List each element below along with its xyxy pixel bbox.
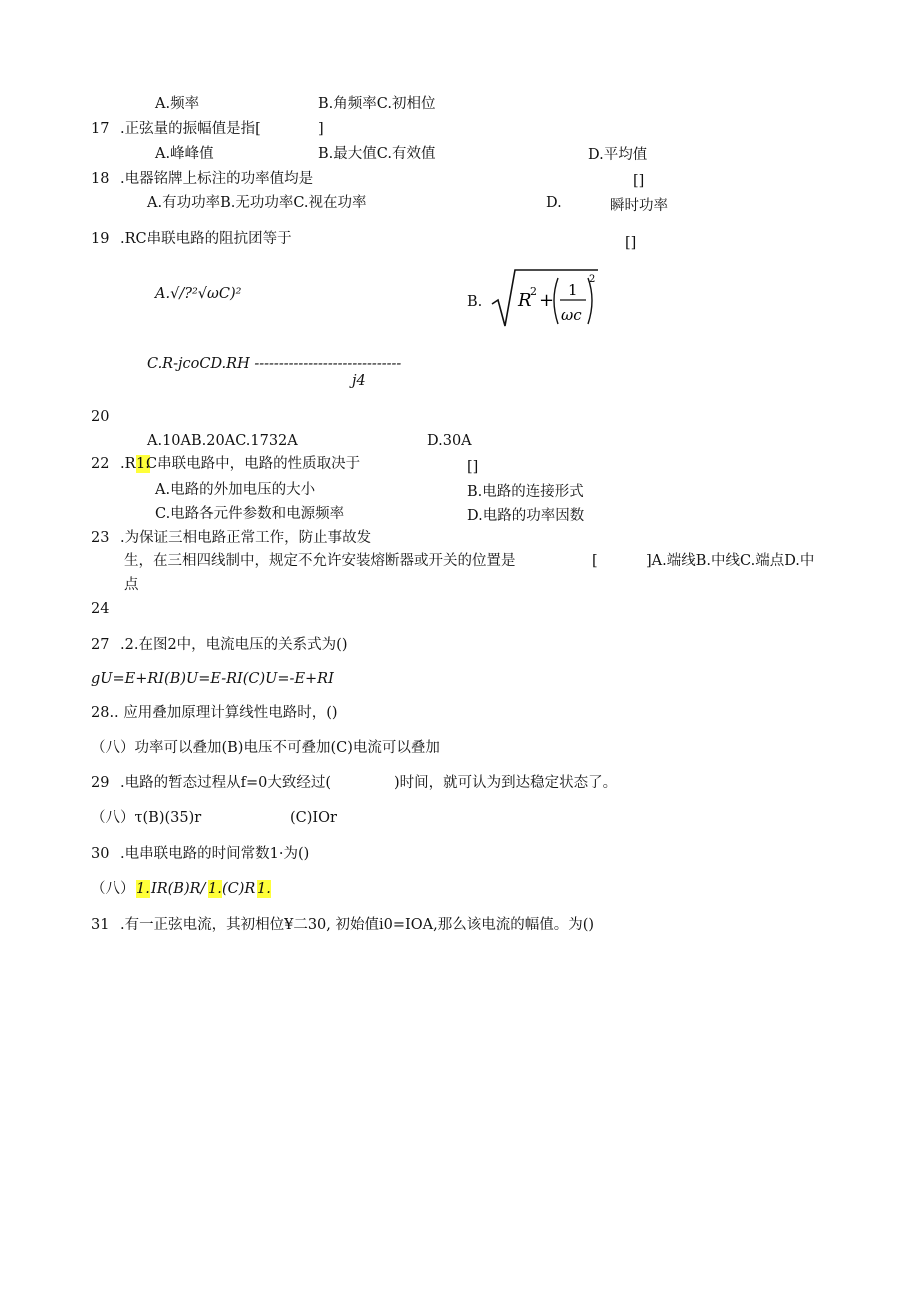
question-22-text: C串联电路中，电路的性质取决于 bbox=[146, 456, 361, 472]
formula-plus: + bbox=[539, 290, 555, 311]
question-23-options-cont: 点 bbox=[124, 577, 139, 593]
option-bc: B.最大值C.有效值 bbox=[318, 146, 436, 162]
option-18-d-label: D. bbox=[546, 195, 562, 211]
question-number-31: 31 bbox=[91, 917, 110, 933]
question-number-23: 23 bbox=[91, 530, 110, 546]
option-20-abc: A.10AB.20AC.1732A bbox=[147, 433, 298, 449]
option-19-b-label: B. bbox=[467, 294, 483, 310]
question-29-options-ab: （八）τ(B)(35)r bbox=[91, 810, 202, 826]
question-23-text-2: 生，在三相四线制中，规定不允许安装熔断器或开关的位置是 bbox=[124, 553, 516, 569]
formula-b-image bbox=[488, 266, 600, 330]
question-27-text: .2.在图2中，电流电压的关系式为() bbox=[120, 637, 348, 653]
question-30-option-prefix: （八） bbox=[91, 881, 135, 897]
option-22-c: C.电路各元件参数和电源频率 bbox=[155, 506, 345, 522]
question-22-bracket: [] bbox=[467, 459, 479, 475]
question-23-options: ]A.端线B.中线C.端点D.中 bbox=[646, 553, 815, 569]
question-number-19: 19 bbox=[91, 231, 110, 247]
option-17-bc: B.角频率C.初相位 bbox=[318, 96, 436, 112]
question-number-24: 24 bbox=[91, 601, 110, 617]
question-30-text: .电串联电路的时间常数1·为() bbox=[120, 846, 310, 862]
question-number-27: 27 bbox=[91, 637, 110, 653]
option-22-b: B.电路的连接形式 bbox=[467, 484, 584, 500]
question-27-options: gU=E+RI(B)U=E-RI(C)U=-E+RI bbox=[91, 671, 334, 687]
formula-den: ωc bbox=[561, 306, 582, 324]
question-29-text-b: )时间，就可认为到达稳定状态了。 bbox=[394, 775, 618, 791]
question-30-options-a: IR(B)R/ bbox=[151, 881, 206, 897]
option-17-a: A.频率 bbox=[155, 96, 200, 112]
question-19-bracket: [] bbox=[625, 235, 637, 251]
paren-left bbox=[554, 278, 558, 324]
question-number-22: 22 bbox=[91, 456, 110, 472]
option-20-d: D.30A bbox=[427, 433, 472, 449]
option-19-cd: C.R-jcoCD.RH ------------------------------ bbox=[147, 356, 402, 372]
question-30-highlight-2: 1. bbox=[208, 881, 222, 897]
option-18-abc: A.有功功率B.无功功率C.视在功率 bbox=[147, 195, 367, 211]
option-22-d: D.电路的功率因数 bbox=[467, 508, 585, 524]
question-number-29: 29 bbox=[91, 775, 110, 791]
question-30-highlight-3: 1. bbox=[257, 881, 271, 897]
question-30-highlight-1: 1. bbox=[136, 881, 150, 897]
question-18-text: .电器铭牌上标注的功率值均是 bbox=[120, 171, 314, 187]
question-number-20: 20 bbox=[91, 409, 110, 425]
question-29-option-c: (C)IOr bbox=[290, 810, 337, 826]
question-number-17: 17 bbox=[91, 121, 110, 137]
option-d: D.平均值 bbox=[588, 147, 648, 163]
question-22-highlight: 1. bbox=[136, 456, 150, 472]
option-19-a: A.√/?²√ωC)² bbox=[155, 286, 242, 302]
question-23-bracket: [ bbox=[592, 553, 598, 569]
option-19-d-denominator: j4 bbox=[352, 373, 366, 389]
question-number-18: 18 bbox=[91, 171, 110, 187]
question-19-text: .RC串联电路的阻抗团等于 bbox=[120, 231, 292, 247]
question-22-prefix: .R bbox=[120, 456, 136, 472]
question-30-options-c: (C)R bbox=[222, 881, 256, 897]
option-18-d-text: 瞬时功率 bbox=[610, 198, 668, 214]
question-17-bracket: ] bbox=[318, 121, 324, 137]
question-28-options: （八）功率可以叠加(B)电压不可叠加(C)电流可以叠加 bbox=[91, 740, 440, 756]
formula-exp2: 2 bbox=[589, 274, 596, 285]
formula-num: 1 bbox=[568, 281, 578, 299]
formula-r: R bbox=[518, 290, 532, 311]
option-22-a: A.电路的外加电压的大小 bbox=[155, 482, 316, 498]
question-23-text-1: .为保证三相电路正常工作，防止事故发 bbox=[120, 530, 372, 546]
question-number-30: 30 bbox=[91, 846, 110, 862]
option-a: A.峰峰值 bbox=[155, 146, 214, 162]
question-31-text: .有一正弦电流，其初相位¥二30, 初始值i0=IOA,那么该电流的幅值。为() bbox=[120, 917, 595, 933]
formula-exp: 2 bbox=[530, 285, 537, 298]
question-18-bracket: [] bbox=[633, 173, 645, 189]
question-28-text: 28.. 应用叠加原理计算线性电路时，() bbox=[91, 705, 338, 721]
question-17-text: .正弦量的振幅值是指[ bbox=[120, 121, 261, 137]
question-29-text-a: .电路的暂态过程从f=0大致经过( bbox=[120, 775, 332, 791]
